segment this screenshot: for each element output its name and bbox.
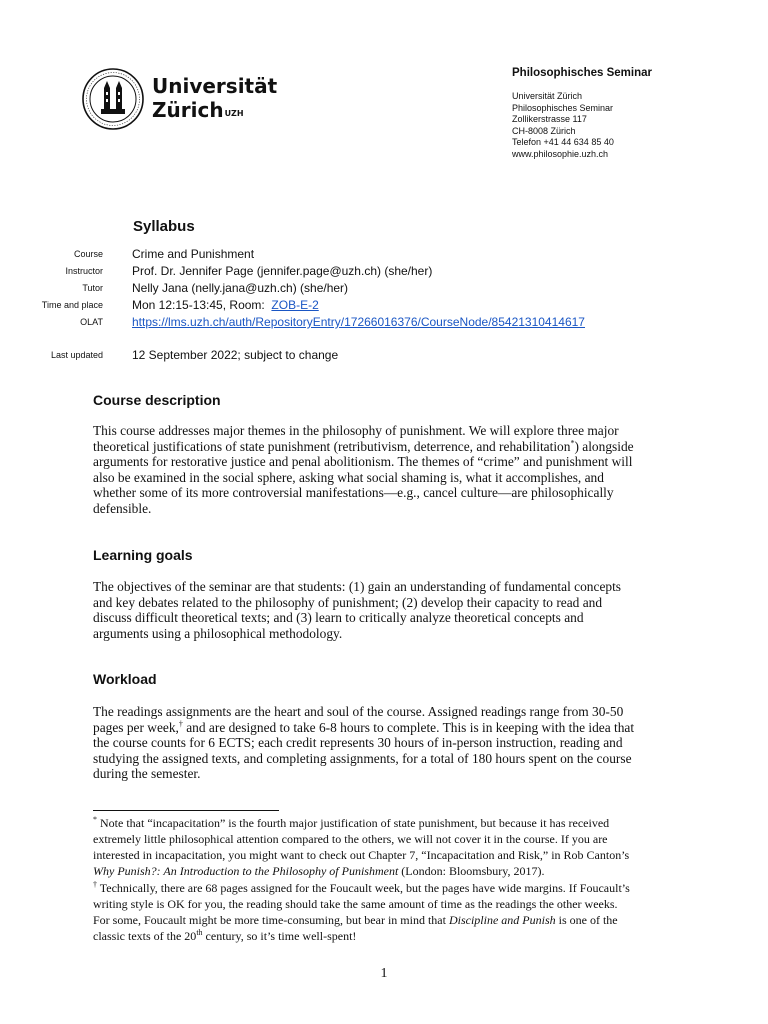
university-suffix: UZH (224, 109, 244, 118)
text-line (93, 720, 663, 736)
university-name-line2: Zürich (152, 98, 224, 122)
university-seal-icon (82, 68, 144, 130)
address-block (512, 91, 614, 160)
room-link[interactable]: ZOB-E-2 (271, 298, 319, 312)
course-description-text (93, 423, 663, 517)
meta-row-course (0, 246, 768, 263)
meta-label: Last updated (50, 350, 103, 360)
olat-link[interactable]: https://lms.uzh.ch/auth/RepositoryEntry/17266016376/CourseNode/85421310414617 (132, 315, 585, 329)
meta-row-tutor (0, 280, 768, 297)
text-span: pages per week, (93, 719, 179, 735)
text-line: The readings assignments are the heart and soul of the course. Assigned readings range from 30-50 (93, 704, 624, 719)
book-title: Why Punish?: An Introduction to the Philosophy of Punishment (93, 864, 399, 878)
footnote-ref[interactable]: * (570, 438, 575, 448)
text-line: defensible. (93, 500, 152, 516)
footnote-ref[interactable]: † (178, 719, 183, 729)
footnote-line (93, 815, 673, 831)
meta-row-time (0, 297, 768, 314)
meta-label: Instructor (65, 266, 103, 276)
meta-label: Time and place (41, 300, 103, 310)
text-line: The objectives of the seminar are that students: (1) gain an understanding of fundamental concepts (93, 579, 622, 594)
text-line: arguments for restorative justice and penal abolitionism. The themes of “crime” and punishment will (93, 454, 633, 470)
footnote-line (93, 863, 673, 879)
text-span: is one of the (555, 913, 618, 927)
address-line: Zollikerstrasse 117 (512, 114, 587, 124)
footnote-line: writing style is OK for you, the reading should take the same amount of time as the readings the other weeks. (93, 897, 618, 911)
footnote-mark: † (93, 880, 97, 889)
page-number: 1 (380, 966, 388, 981)
learning-goals-heading: Learning goals (93, 547, 193, 563)
text-line: also be examined in the social sphere, asking what social shaming is, what it accomplishes, and (93, 469, 604, 485)
text-span: (London: Bloomsbury, 2017). (398, 864, 545, 878)
text-span: Note that “incapacitation” is the fourth major justification of state punishment, but because it has received (97, 816, 610, 830)
meta-row-olat (0, 314, 768, 331)
footnote-line: interested in incapacitation, you might want to check out Chapter 7, “Incapacitation and Risk,” in Rob Canton’s (93, 848, 630, 862)
text-line: the course counts for 6 ECTS; each credit represents 30 hours of in-person instruction, reading and (93, 735, 623, 751)
address-line: Philosophisches Seminar (512, 102, 614, 113)
learning-goals-text (93, 579, 663, 641)
time-and-place (132, 297, 319, 314)
meta-row-updated (0, 347, 768, 364)
university-name-line1: Universität (152, 74, 278, 98)
footnote-divider (93, 810, 279, 811)
text-span: century, so it’s time well-spent! (202, 929, 357, 943)
course-name: Crime and Punishment (132, 247, 255, 261)
text-span: theoretical justifications of state punishment (retributivism, deterrence, and rehabilitation (93, 438, 571, 454)
address-line: CH-8008 Zürich (512, 125, 576, 136)
text-line (93, 439, 663, 455)
footnote-2 (93, 880, 673, 944)
time-text: Mon 12:15-13:45, Room: (132, 298, 265, 312)
last-updated: 12 September 2022; subject to change (132, 348, 339, 362)
text-span: classic texts of the 20 (93, 929, 197, 943)
workload-heading: Workload (93, 671, 157, 687)
address-website: www.philosophie.uzh.ch (512, 148, 609, 159)
address-line: Telefon +41 44 634 85 40 (512, 137, 614, 147)
address-line: Universität Zürich (512, 91, 583, 101)
superscript: th (196, 928, 203, 937)
text-line: and key debates related to the philosophy of punishment; (2) develop their capacity to read and (93, 594, 603, 610)
workload-text (93, 704, 663, 782)
course-description-heading: Course description (93, 392, 221, 408)
meta-label: OLAT (80, 317, 103, 327)
text-line: discuss difficult theoretical texts; and (3) learn to critically analyze theoretical concepts and (93, 610, 584, 626)
footnote-line (93, 912, 673, 928)
text-line: during the semester. (93, 766, 201, 782)
text-span: For some, Foucault might be more time-consuming, but bear in mind that (93, 913, 449, 927)
university-name (152, 74, 277, 122)
text-line: This course addresses major themes in the philosophy of punishment. We will explore three major (93, 423, 619, 438)
meta-label: Tutor (82, 283, 103, 293)
syllabus-title: Syllabus (133, 218, 195, 235)
book-title: Discipline and Punish (448, 913, 556, 927)
university-logo (82, 68, 278, 130)
footnote-line (93, 928, 673, 944)
seminar-heading: Philosophisches Seminar (512, 67, 652, 79)
text-span: ) alongside (574, 438, 634, 454)
footnote-mark: * (93, 815, 97, 824)
footnote-1 (93, 815, 673, 879)
instructor-name: Prof. Dr. Jennifer Page (jennifer.page@uzh.ch) (she/her) (132, 264, 433, 278)
footnote-line: extremely little philosophical attention compared to the others, we will not cover it in the course. If you are (93, 832, 608, 846)
meta-label: Course (73, 249, 103, 259)
text-line: studying the assigned texts, and completing assignments, for a total of 180 hours spent on the course (93, 750, 632, 766)
text-span: and are designed to take 6-8 hours to complete. This is in keeping with the idea that (182, 719, 635, 735)
text-line: arguments using a philosophical methodology. (93, 625, 343, 641)
footnote-line (93, 880, 673, 896)
text-span: Technically, there are 68 pages assigned for the Foucault week, but the pages have wide margins. If Foucault’s (97, 881, 630, 895)
text-line: whether some of its more controversial manifestations—e.g., cancel culture—are philosophically (93, 485, 614, 501)
meta-row-instructor (0, 263, 768, 280)
tutor-name: Nelly Jana (nelly.jana@uzh.ch) (she/her) (132, 281, 349, 295)
